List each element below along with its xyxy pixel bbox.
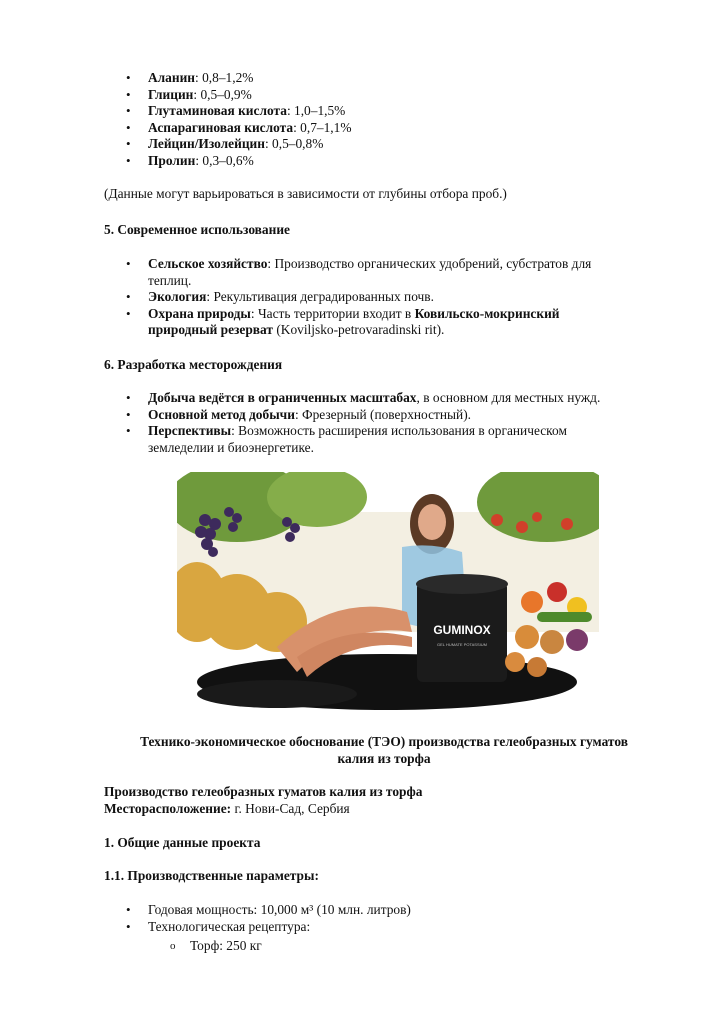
location-line: Месторасположение: г. Нови-Сад, Сербия bbox=[104, 801, 350, 816]
bucket-label: GUMINOX bbox=[433, 623, 491, 637]
bullet-icon: • bbox=[126, 256, 131, 271]
bullet-icon: • bbox=[126, 70, 131, 85]
list-item: • Пролин: 0,3–0,6% bbox=[126, 152, 254, 168]
bullet-icon: • bbox=[126, 289, 131, 305]
section-5-list bbox=[0, 256, 724, 339]
bullet-icon: • bbox=[126, 423, 131, 439]
list-item: • Глицин: 0,5–0,9% bbox=[126, 86, 252, 102]
list-item: • Перспективы: Возможность расширения использования в органическом земледелии и биоэнергетике. bbox=[126, 423, 567, 455]
list-item: • Охрана природы: Часть территории входит в Ковильско-мокринский природный резерват (Koviljsko-petrovaradinski rit). bbox=[126, 305, 560, 338]
list-item: • Сельское хозяйство: Производство органических удобрений, субстратов для теплиц. bbox=[126, 256, 592, 288]
list-item: o Торф: 250 кг bbox=[170, 938, 262, 953]
bullet-icon: • bbox=[126, 103, 131, 119]
section-6-list bbox=[0, 390, 724, 456]
list-item: • Основной метод добычи: Фрезерный (поверхностный). bbox=[126, 406, 472, 422]
bullet-icon: • bbox=[126, 406, 131, 422]
list-item: • Глутаминовая кислота: 1,0–1,5% bbox=[126, 103, 346, 119]
bullet-icon: • bbox=[126, 390, 131, 405]
list-item: • Экология: Рекультивация деградированных почв. bbox=[126, 289, 434, 305]
bucket-sublabel: GEL HUMATE POTASSIUM bbox=[437, 642, 487, 647]
project-title: Производство гелеобразных гуматов калия из торфа bbox=[104, 784, 423, 799]
section-6-heading: 6. Разработка месторождения bbox=[104, 357, 283, 372]
farm-illustration bbox=[177, 472, 599, 716]
parameters-list bbox=[0, 902, 724, 935]
teo-title: Технико-экономическое обоснование (ТЭО) производства гелеобразных гуматов калия из торфа bbox=[140, 734, 628, 766]
bullet-icon: • bbox=[126, 918, 131, 934]
section-1-heading: 1. Общие данные проекта bbox=[104, 835, 261, 850]
bullet-icon: • bbox=[126, 152, 131, 168]
section-5-heading: 5. Современное использование bbox=[104, 222, 290, 237]
list-item: • Технологическая рецептура: bbox=[126, 918, 311, 934]
data-note: (Данные могут варьироваться в зависимости от глубины отбора проб.) bbox=[104, 186, 507, 201]
list-item: • Годовая мощность: 10,000 м³ (10 млн. литров) bbox=[126, 902, 411, 917]
list-item: • Аспарагиновая кислота: 0,7–1,1% bbox=[126, 119, 352, 135]
bullet-icon: • bbox=[126, 86, 131, 102]
sub-parameters-list bbox=[0, 938, 724, 955]
bullet-icon: • bbox=[126, 902, 131, 917]
amino-acid-list bbox=[0, 70, 724, 170]
illustration-image bbox=[177, 472, 599, 716]
list-item: • Лейцин/Изолейцин: 0,5–0,8% bbox=[126, 136, 324, 152]
bullet-icon: • bbox=[126, 305, 131, 321]
bullet-icon: • bbox=[126, 136, 131, 152]
bullet-icon: • bbox=[126, 119, 131, 135]
section-1-1-heading: 1.1. Производственные параметры: bbox=[104, 868, 319, 883]
list-item: • Добыча ведётся в ограниченных масштабах, в основном для местных нужд. bbox=[126, 390, 601, 405]
circle-bullet-icon: o bbox=[170, 940, 176, 952]
list-item: • Аланин: 0,8–1,2% bbox=[126, 70, 254, 85]
